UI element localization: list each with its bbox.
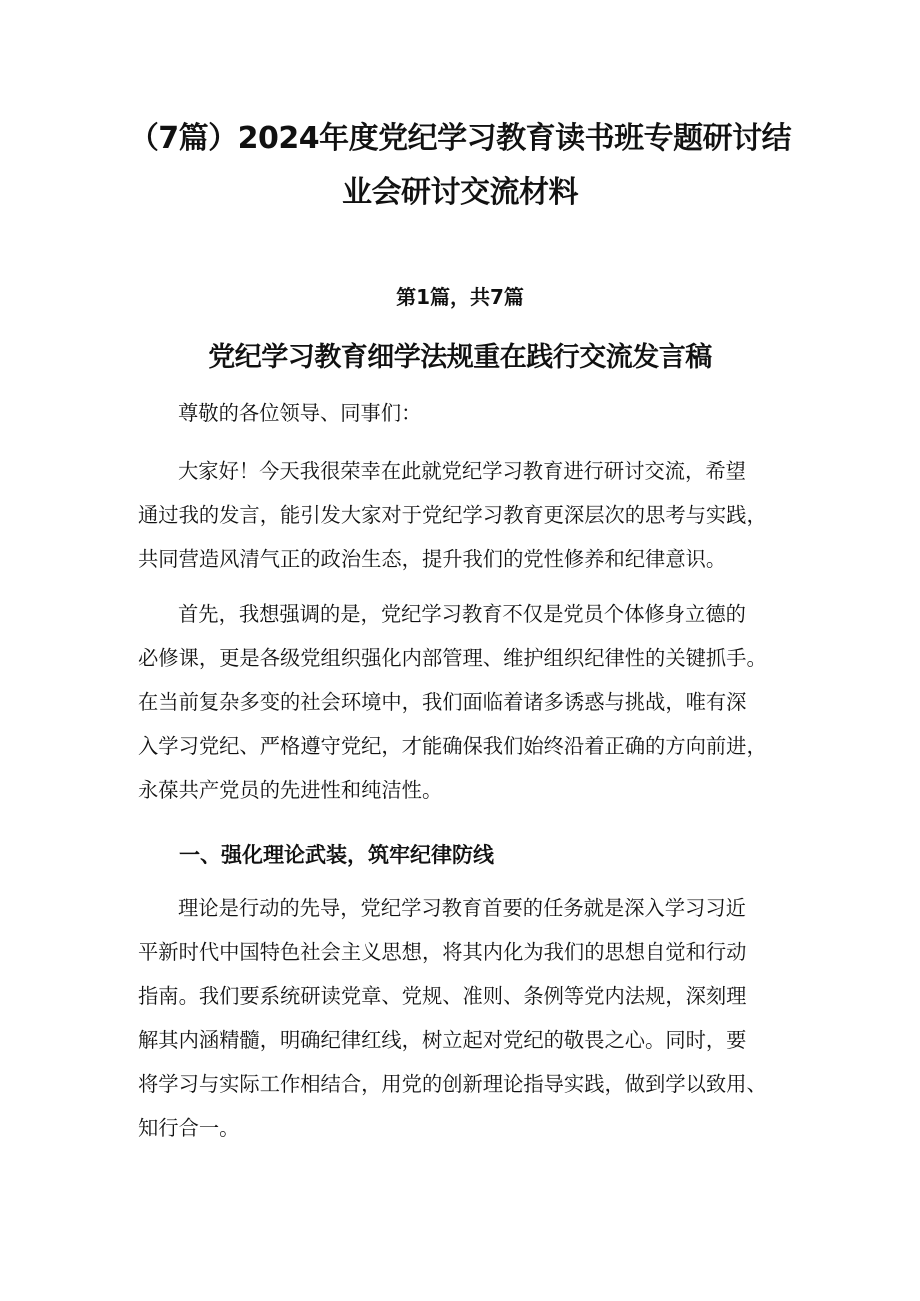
paragraph-line: 永葆共产党员的先进性和纯洁性。 [138, 778, 443, 802]
paragraph-line: 大家好！今天我很荣幸在此就党纪学习教育进行研讨交流，希望 [178, 459, 746, 483]
paragraph-line: 理论是行动的先导，党纪学习教育首要的任务就是深入学习习近 [178, 896, 746, 920]
paragraph-line: 解其内涵精髓，明确纪律红线，树立起对党纪的敬畏之心。同时，要 [138, 1028, 747, 1052]
paragraph-line: 共同营造风清气正的政治生态，提升我们的党性修养和纪律意识。 [138, 547, 727, 571]
document-title-line-2: 业会研讨交流材料 [342, 175, 578, 210]
paragraph-line: 将学习与实际工作相结合，用党的创新理论指导实践，做到学以致用、 [138, 1072, 767, 1096]
part-label: 第1篇，共7篇 [396, 285, 524, 309]
paragraph-line: 平新时代中国特色社会主义思想，将其内化为我们的思想自觉和行动 [138, 940, 747, 964]
paragraph-line: 通过我的发言，能引发大家对于党纪学习教育更深层次的思考与实践， [138, 503, 767, 527]
section-heading-1: 一、强化理论武装，筑牢纪律防线 [179, 843, 494, 867]
paragraph-line: 知行合一。 [138, 1116, 240, 1140]
document-title [100, 112, 820, 220]
speech-title: 党纪学习教育细学法规重在践行交流发言稿 [208, 342, 712, 373]
paragraph-line: 在当前复杂多变的社会环境中，我们面临着诸多诱惑与挑战，唯有深 [138, 690, 747, 714]
paragraph-line: 指南。我们要系统研读党章、党规、准则、条例等党内法规，深刻理 [138, 984, 747, 1008]
salutation: 尊敬的各位领导、同事们： [178, 401, 422, 425]
paragraph-line: 必修课，更是各级党组织强化内部管理、维护组织纪律性的关键抓手。 [138, 646, 767, 670]
paragraph-line: 入学习党纪、严格遵守党纪，才能确保我们始终沿着正确的方向前进， [138, 734, 767, 758]
document-title-line-1: （7篇）2024年度党纪学习教育读书班专题研讨结 [128, 121, 792, 156]
paragraph-line: 首先，我想强调的是，党纪学习教育不仅是党员个体修身立德的 [178, 602, 746, 626]
